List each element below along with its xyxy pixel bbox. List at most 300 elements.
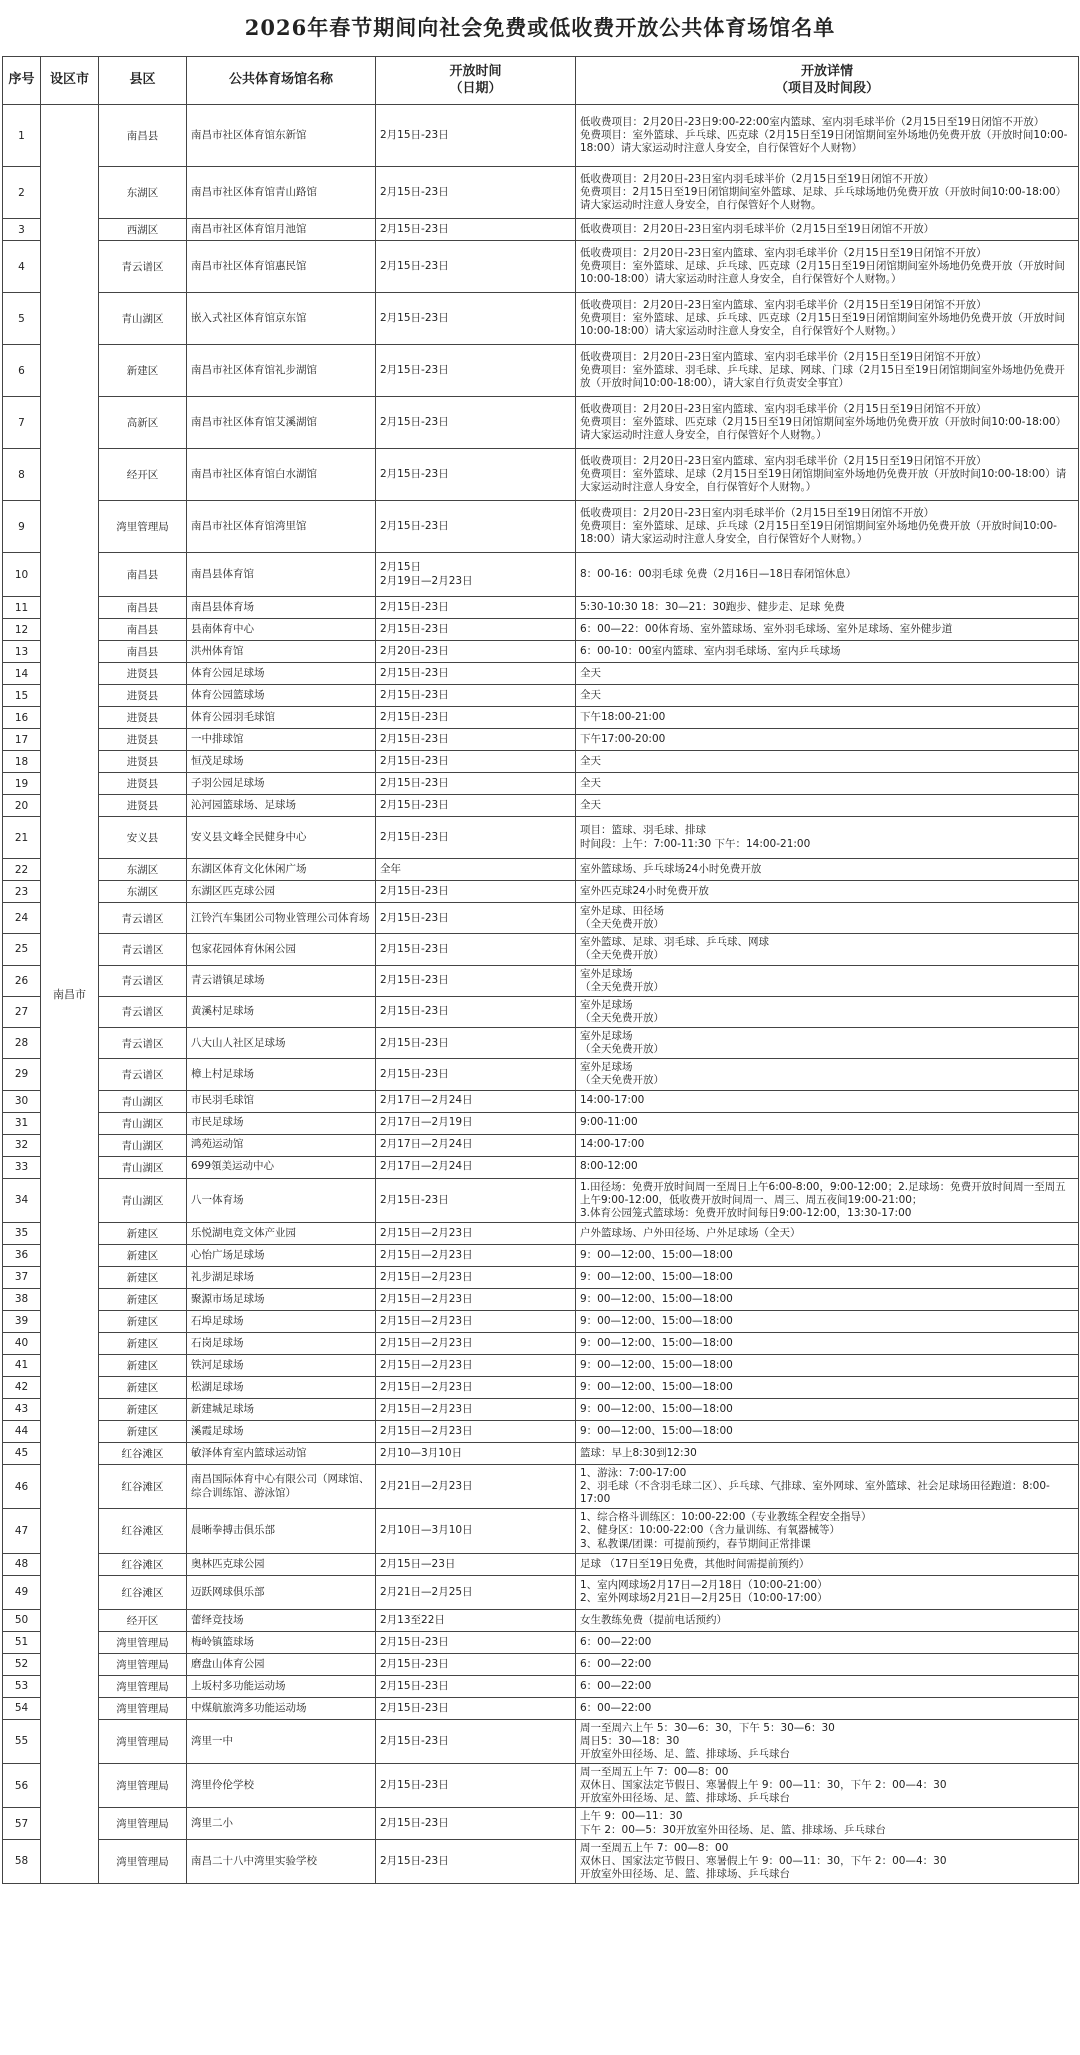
open-detail: 8:00-12:00 <box>576 1156 1079 1178</box>
header-county: 县区 <box>99 57 187 105</box>
table-row <box>3 1134 1079 1156</box>
row-number: 43 <box>3 1398 41 1420</box>
open-date: 2月15日—2月23日 <box>376 1354 576 1376</box>
venue-name: 市民羽毛球馆 <box>187 1090 376 1112</box>
county-cell: 南昌县 <box>99 619 187 641</box>
open-date: 2月17日—2月19日 <box>376 1112 576 1134</box>
table-row <box>3 903 1079 934</box>
open-detail: 周一至周五上午 7：00—8：00 双休日、国家法定节假日、寒暑假上午 9：00—11：30，下午 2：00—4：30 开放室外田径场、足、篮、排球场、乒乓球台 <box>576 1764 1079 1808</box>
venue-name: 松湖足球场 <box>187 1376 376 1398</box>
table-row <box>3 817 1079 859</box>
venue-name: 八大山人社区足球场 <box>187 1028 376 1059</box>
open-detail: 9：00—12:00、15:00—18:00 <box>576 1420 1079 1442</box>
open-detail: 户外篮球场、户外田径场、户外足球场（全天） <box>576 1222 1079 1244</box>
venue-name: 南昌县体育场 <box>187 597 376 619</box>
header-detail: 开放详情 （项目及时间段） <box>576 57 1079 105</box>
table-row <box>3 1059 1079 1090</box>
venue-name: 聚源市场足球场 <box>187 1288 376 1310</box>
venue-name: 新建城足球场 <box>187 1398 376 1420</box>
open-date: 全年 <box>376 859 576 881</box>
open-detail: 6：00—22:00 <box>576 1653 1079 1675</box>
county-cell: 湾里管理局 <box>99 1719 187 1763</box>
table-row <box>3 1509 1079 1553</box>
table-row <box>3 1839 1079 1883</box>
venue-name: 敏泽体育室内篮球运动馆 <box>187 1442 376 1464</box>
open-date: 2月15日-23日 <box>376 1059 576 1090</box>
open-detail: 低收费项目：2月20日-23日室内羽毛球半价（2月15日至19日闭馆不开放） <box>576 219 1079 241</box>
open-detail: 全天 <box>576 751 1079 773</box>
row-number: 51 <box>3 1631 41 1653</box>
open-detail: 9：00—12:00、15:00—18:00 <box>576 1266 1079 1288</box>
open-date: 2月15日—2月23日 <box>376 1398 576 1420</box>
open-detail: 低收费项目：2月20日-23日室内篮球、室内羽毛球半价（2月15日至19日闭馆不开放） 免费项目：室外篮球、匹克球（2月15日至19日闭馆期间室外场地仍免费开放（开放时间10:00-18:00）请大家运动时注意人身安全，自行保管好个人财物。） <box>576 397 1079 449</box>
open-date: 2月15日-23日 <box>376 707 576 729</box>
open-detail: 低收费项目：2月20日-23日室内篮球、室内羽毛球半价（2月15日至19日闭馆不开放） 免费项目：室外篮球、羽毛球、乒乓球、足球、网球、门球（2月15日至19日闭馆期间室外场地仍免费开放（开放时间10:00-18:00），请大家自行负责安全事宜） <box>576 345 1079 397</box>
open-date: 2月15日-23日 <box>376 773 576 795</box>
county-cell: 南昌县 <box>99 105 187 167</box>
table-row <box>3 1653 1079 1675</box>
open-date: 2月21日—2月23日 <box>376 1464 576 1508</box>
row-number: 37 <box>3 1266 41 1288</box>
open-detail: 低收费项目：2月20日-23日室内篮球、室内羽毛球半价（2月15日至19日闭馆不开放） 免费项目：室外篮球、足球、乒乓球、匹克球（2月15日至19日闭馆期间室外场地仍免费开放（开放时间10:00-18:00）请大家运动时注意人身安全，自行保管好个人财物。） <box>576 241 1079 293</box>
header-row <box>3 57 1079 105</box>
row-number: 57 <box>3 1808 41 1839</box>
open-detail: 低收费项目：2月20日-23日9:00-22:00室内篮球、室内羽毛球半价（2月15日至19日闭馆不开放） 免费项目：室外篮球、乒乓球、匹克球（2月15日至19日闭馆期间室外场地仍免费开放（开放时间10:00-18:00）请大家运动时注意人身安全，自行保管好个人财物） <box>576 105 1079 167</box>
venue-name: 石埠足球场 <box>187 1310 376 1332</box>
row-number: 54 <box>3 1697 41 1719</box>
open-date: 2月15日-23日 <box>376 1178 576 1222</box>
venue-name: 东湖区体育文化休闲广场 <box>187 859 376 881</box>
open-detail: 低收费项目：2月20日-23日室内篮球、室内羽毛球半价（2月15日至19日闭馆不开放） 免费项目：室外篮球、足球、乒乓球、匹克球（2月15日至19日闭馆期间室外场地仍免费开放（开放时间10:00-18:00）请大家运动时注意人身安全，自行保管好个人财物。） <box>576 293 1079 345</box>
table-row <box>3 773 1079 795</box>
row-number: 39 <box>3 1310 41 1332</box>
table-row <box>3 397 1079 449</box>
county-cell: 青云谱区 <box>99 934 187 965</box>
row-number: 1 <box>3 105 41 167</box>
county-cell: 青云谱区 <box>99 903 187 934</box>
county-cell: 青云谱区 <box>99 241 187 293</box>
county-cell: 湾里管理局 <box>99 1631 187 1653</box>
county-cell: 进贤县 <box>99 663 187 685</box>
open-date: 2月15日-23日 <box>376 167 576 219</box>
row-number: 22 <box>3 859 41 881</box>
venue-name: 体育公园篮球场 <box>187 685 376 707</box>
county-cell: 青山湖区 <box>99 1112 187 1134</box>
venue-name: 子羽公园足球场 <box>187 773 376 795</box>
county-cell: 南昌县 <box>99 641 187 663</box>
open-detail: 9：00—12:00、15:00—18:00 <box>576 1376 1079 1398</box>
county-cell: 青山湖区 <box>99 1178 187 1222</box>
venue-name: 一中排球馆 <box>187 729 376 751</box>
table-row <box>3 619 1079 641</box>
table-row <box>3 1442 1079 1464</box>
open-detail: 8：00-16：00羽毛球 免费（2月16日—18日春闭馆休息） <box>576 553 1079 597</box>
row-number: 31 <box>3 1112 41 1134</box>
county-cell: 新建区 <box>99 345 187 397</box>
venue-name: 黄溪村足球场 <box>187 996 376 1027</box>
table-row <box>3 553 1079 597</box>
table-row <box>3 859 1079 881</box>
venue-name: 奥林匹克球公园 <box>187 1553 376 1575</box>
open-detail: 9：00—12:00、15:00—18:00 <box>576 1398 1079 1420</box>
open-detail: 室外篮球场、乒乓球场24小时免费开放 <box>576 859 1079 881</box>
table-row <box>3 641 1079 663</box>
county-cell: 湾里管理局 <box>99 1653 187 1675</box>
open-detail: 14:00-17:00 <box>576 1134 1079 1156</box>
open-date: 2月15日-23日 <box>376 1028 576 1059</box>
open-date: 2月15日-23日 <box>376 241 576 293</box>
open-detail: 全天 <box>576 795 1079 817</box>
venue-name: 东湖区匹克球公园 <box>187 881 376 903</box>
open-date: 2月15日—2月23日 <box>376 1420 576 1442</box>
table-row <box>3 1675 1079 1697</box>
venue-name: 南昌二十八中湾里实验学校 <box>187 1839 376 1883</box>
venue-name: 湾里二小 <box>187 1808 376 1839</box>
table-row <box>3 1609 1079 1631</box>
table-row <box>3 1697 1079 1719</box>
row-number: 53 <box>3 1675 41 1697</box>
open-date: 2月15日-23日 <box>376 881 576 903</box>
open-detail: 室外足球场 （全天免费开放） <box>576 1028 1079 1059</box>
table-row <box>3 501 1079 553</box>
open-date: 2月15日-23日 <box>376 449 576 501</box>
open-detail: 上午 9：00—11：30 下午 2：00—5：30开放室外田径场、足、篮、排球场、乒乓球台 <box>576 1808 1079 1839</box>
open-date: 2月15日—2月23日 <box>376 1222 576 1244</box>
venue-name: 中煤航旅湾多功能运动场 <box>187 1697 376 1719</box>
venue-name: 鸿苑运动馆 <box>187 1134 376 1156</box>
county-cell: 新建区 <box>99 1288 187 1310</box>
row-number: 27 <box>3 996 41 1027</box>
page-title: 2026年春节期间向社会免费或低收费开放公共体育场馆名单 <box>244 15 836 40</box>
table-row <box>3 597 1079 619</box>
row-number: 45 <box>3 1442 41 1464</box>
row-number: 14 <box>3 663 41 685</box>
open-date: 2月15日-23日 <box>376 1839 576 1883</box>
row-number: 18 <box>3 751 41 773</box>
table-row <box>3 1288 1079 1310</box>
open-date: 2月15日-23日 <box>376 751 576 773</box>
open-detail: 1.田径场：免费开放时间周一至周日上午6:00-8:00，9:00-12:00；2.足球场：免费开放时间周一至周五上午9:00-12:00，低收费开放时间周一、周三、周五夜间19:00-21:00； 3.体育公园笼式篮球场：免费开放时间每日9:00-12:00，13:30-17:00 <box>576 1178 1079 1222</box>
county-cell: 青云谱区 <box>99 1028 187 1059</box>
venue-name: 洪州体育馆 <box>187 641 376 663</box>
open-detail: 1、综合格斗训练区：10:00-22:00（专业教练全程安全指导） 2、健身区：10:00-22:00（含力量训练、有氧器械等） 3、私教课/团课：可提前预约，春节期间正常排课 <box>576 1509 1079 1553</box>
open-date: 2月15日-23日 <box>376 729 576 751</box>
table-row <box>3 219 1079 241</box>
row-number: 13 <box>3 641 41 663</box>
open-detail: 14:00-17:00 <box>576 1090 1079 1112</box>
table-row <box>3 1090 1079 1112</box>
county-cell: 进贤县 <box>99 751 187 773</box>
county-cell: 南昌县 <box>99 553 187 597</box>
venue-name: 恒茂足球场 <box>187 751 376 773</box>
venue-name: 梅岭镇篮球场 <box>187 1631 376 1653</box>
county-cell: 东湖区 <box>99 167 187 219</box>
venue-name: 南昌市社区体育馆艾溪湖馆 <box>187 397 376 449</box>
open-date: 2月15日—23日 <box>376 1553 576 1575</box>
open-date: 2月15日-23日 <box>376 219 576 241</box>
county-cell: 南昌县 <box>99 597 187 619</box>
open-date: 2月17日—2月24日 <box>376 1090 576 1112</box>
row-number: 24 <box>3 903 41 934</box>
venue-name: 包家花园体育休闲公园 <box>187 934 376 965</box>
row-number: 4 <box>3 241 41 293</box>
table-row <box>3 707 1079 729</box>
table-row <box>3 1244 1079 1266</box>
venue-name: 沁河园篮球场、足球场 <box>187 795 376 817</box>
open-detail: 室外足球场 （全天免费开放） <box>576 996 1079 1027</box>
venue-name: 上坂村多功能运动场 <box>187 1675 376 1697</box>
open-detail: 9：00—12:00、15:00—18:00 <box>576 1288 1079 1310</box>
venue-name: 湾里伶伦学校 <box>187 1764 376 1808</box>
open-detail: 全天 <box>576 663 1079 685</box>
table-row <box>3 167 1079 219</box>
venue-name: 铁河足球场 <box>187 1354 376 1376</box>
venue-name: 磨盘山体育公园 <box>187 1653 376 1675</box>
table-row <box>3 1178 1079 1222</box>
table-row <box>3 1028 1079 1059</box>
row-number: 40 <box>3 1332 41 1354</box>
table-row <box>3 1808 1079 1839</box>
county-cell: 东湖区 <box>99 859 187 881</box>
table-row <box>3 241 1079 293</box>
open-date: 2月15日—2月23日 <box>376 1288 576 1310</box>
open-detail: 1、室内网球场2月17日—2月18日（10:00-21:00） 2、室外网球场2月21日—2月25日（10:00-17:00） <box>576 1575 1079 1609</box>
row-number: 55 <box>3 1719 41 1763</box>
open-date: 2月15日-23日 <box>376 501 576 553</box>
open-date: 2月15日-23日 <box>376 934 576 965</box>
row-number: 2 <box>3 167 41 219</box>
table-row <box>3 1631 1079 1653</box>
venue-name: 南昌市社区体育馆东新馆 <box>187 105 376 167</box>
table-row <box>3 663 1079 685</box>
county-cell: 新建区 <box>99 1222 187 1244</box>
venue-name: 县南体育中心 <box>187 619 376 641</box>
county-cell: 湾里管理局 <box>99 1697 187 1719</box>
row-number: 48 <box>3 1553 41 1575</box>
open-date: 2月15日-23日 <box>376 597 576 619</box>
row-number: 20 <box>3 795 41 817</box>
open-detail: 6：00—22:00 <box>576 1675 1079 1697</box>
row-number: 32 <box>3 1134 41 1156</box>
row-number: 38 <box>3 1288 41 1310</box>
open-date: 2月15日—2月23日 <box>376 1332 576 1354</box>
table-row <box>3 1575 1079 1609</box>
county-cell: 进贤县 <box>99 729 187 751</box>
open-date: 2月15日-23日 <box>376 795 576 817</box>
venue-name: 乐悦湖电竞文体产业园 <box>187 1222 376 1244</box>
open-date: 2月15日—2月23日 <box>376 1376 576 1398</box>
row-number: 8 <box>3 449 41 501</box>
table-row <box>3 1464 1079 1508</box>
table-row <box>3 751 1079 773</box>
row-number: 11 <box>3 597 41 619</box>
open-detail: 女生教练免费（提前电话预约） <box>576 1609 1079 1631</box>
table-row <box>3 685 1079 707</box>
county-cell: 青云谱区 <box>99 996 187 1027</box>
header-no: 序号 <box>3 57 41 105</box>
venue-name: 晨晰拳搏击俱乐部 <box>187 1509 376 1553</box>
header-date: 开放时间 （日期） <box>376 57 576 105</box>
open-date: 2月15日—2月23日 <box>376 1310 576 1332</box>
county-cell: 青山湖区 <box>99 1090 187 1112</box>
open-detail: 1、游泳：7:00-17:00 2、羽毛球（不含羽毛球二区）、乒乓球、气排球、室外网球、室外篮球、社会足球场田径跑道：8:00-17:00 <box>576 1464 1079 1508</box>
open-date: 2月15日-23日 <box>376 397 576 449</box>
row-number: 7 <box>3 397 41 449</box>
row-number: 9 <box>3 501 41 553</box>
open-detail: 低收费项目：2月20日-23日室内篮球、室内羽毛球半价（2月15日至19日闭馆不开放） 免费项目：室外篮球、足球（2月15日至19日闭馆期间室外场地仍免费开放（开放时间10:00-18:00）请大家运动时注意人身安全，自行保管好个人财物。） <box>576 449 1079 501</box>
row-number: 33 <box>3 1156 41 1178</box>
row-number: 5 <box>3 293 41 345</box>
open-detail: 篮球：早上8:30到12:30 <box>576 1442 1079 1464</box>
row-number: 42 <box>3 1376 41 1398</box>
table-row <box>3 345 1079 397</box>
open-date: 2月15日-23日 <box>376 685 576 707</box>
table-row <box>3 1354 1079 1376</box>
row-number: 17 <box>3 729 41 751</box>
row-number: 49 <box>3 1575 41 1609</box>
open-detail: 室外篮球、足球、羽毛球、乒乓球、网球 （全天免费开放） <box>576 934 1079 965</box>
open-detail: 室外匹克球24小时免费开放 <box>576 881 1079 903</box>
table-row <box>3 996 1079 1027</box>
open-date: 2月15日 2月19日—2月23日 <box>376 553 576 597</box>
row-number: 25 <box>3 934 41 965</box>
row-number: 15 <box>3 685 41 707</box>
county-cell: 新建区 <box>99 1266 187 1288</box>
open-detail: 周一至周五上午 7：00—8：00 双休日、国家法定节假日、寒暑假上午 9：00—11：30，下午 2：00—4：30 开放室外田径场、足、篮、排球场、乒乓球台 <box>576 1839 1079 1883</box>
county-cell: 新建区 <box>99 1332 187 1354</box>
table-row <box>3 1310 1079 1332</box>
row-number: 21 <box>3 817 41 859</box>
venue-name: 南昌国际体育中心有限公司（网球馆、综合训练馆、游泳馆） <box>187 1464 376 1508</box>
county-cell: 红谷滩区 <box>99 1553 187 1575</box>
row-number: 35 <box>3 1222 41 1244</box>
venue-name: 体育公园羽毛球馆 <box>187 707 376 729</box>
open-date: 2月15日—2月23日 <box>376 1266 576 1288</box>
open-detail: 低收费项目：2月20日-23日室内羽毛球半价（2月15日至19日闭馆不开放） 免费项目：2月15日至19日闭馆期间室外篮球、足球、乒乓球场地仍免费开放（开放时间10:00-18:00）请大家运动时注意人身安全，自行保管好个人财物。 <box>576 167 1079 219</box>
table-row <box>3 293 1079 345</box>
open-date: 2月10—3月10日 <box>376 1442 576 1464</box>
open-detail: 周一至周六上午 5：30—6：30，下午 5：30—6：30 周日5：30—18：30 开放室外田径场、足、篮、排球场、乒乓球台 <box>576 1719 1079 1763</box>
row-number: 36 <box>3 1244 41 1266</box>
open-detail: 6：00—22:00 <box>576 1697 1079 1719</box>
venue-name: 南昌市社区体育馆青山路馆 <box>187 167 376 219</box>
venue-name: 江铃汽车集团公司物业管理公司体育场 <box>187 903 376 934</box>
open-detail: 项目：篮球、羽毛球、排球 时间段：上午：7:00-11:30 下午：14:00-21:00 <box>576 817 1079 859</box>
open-date: 2月15日-23日 <box>376 1719 576 1763</box>
open-date: 2月15日-23日 <box>376 996 576 1027</box>
table-row <box>3 105 1079 167</box>
city-cell: 南昌市 <box>41 105 99 1884</box>
open-date: 2月21日—2月25日 <box>376 1575 576 1609</box>
county-cell: 红谷滩区 <box>99 1509 187 1553</box>
venue-name: 樟上村足球场 <box>187 1059 376 1090</box>
county-cell: 青云谱区 <box>99 965 187 996</box>
open-date: 2月15日-23日 <box>376 1653 576 1675</box>
row-number: 6 <box>3 345 41 397</box>
row-number: 50 <box>3 1609 41 1631</box>
venue-name: 溪霞足球场 <box>187 1420 376 1442</box>
open-detail: 室外足球场 （全天免费开放） <box>576 1059 1079 1090</box>
row-number: 28 <box>3 1028 41 1059</box>
venue-name: 青云谱镇足球场 <box>187 965 376 996</box>
county-cell: 湾里管理局 <box>99 501 187 553</box>
open-detail: 6：00-10：00室内篮球、室内羽毛球场、室内乒乓球场 <box>576 641 1079 663</box>
open-date: 2月15日-23日 <box>376 903 576 934</box>
table-row <box>3 934 1079 965</box>
venue-name: 南昌市社区体育馆白水湖馆 <box>187 449 376 501</box>
open-detail: 下午18:00-21:00 <box>576 707 1079 729</box>
row-number: 44 <box>3 1420 41 1442</box>
open-date: 2月15日-23日 <box>376 105 576 167</box>
table-row <box>3 1156 1079 1178</box>
open-date: 2月15日-23日 <box>376 1764 576 1808</box>
open-date: 2月15日-23日 <box>376 1697 576 1719</box>
open-detail: 9：00—12:00、15:00—18:00 <box>576 1310 1079 1332</box>
row-number: 58 <box>3 1839 41 1883</box>
venue-name: 八一体育场 <box>187 1178 376 1222</box>
county-cell: 进贤县 <box>99 707 187 729</box>
venue-name: 南昌市社区体育馆月池馆 <box>187 219 376 241</box>
table-row <box>3 449 1079 501</box>
open-date: 2月17日—2月24日 <box>376 1134 576 1156</box>
open-detail: 5:30-10:30 18：30—21：30跑步、健步走、足球 免费 <box>576 597 1079 619</box>
venue-name: 迈跃网球俱乐部 <box>187 1575 376 1609</box>
table-row <box>3 881 1079 903</box>
row-number: 56 <box>3 1764 41 1808</box>
table-row <box>3 1376 1079 1398</box>
open-detail: 9：00—12:00、15:00—18:00 <box>576 1332 1079 1354</box>
table-row <box>3 1266 1079 1288</box>
table-row <box>3 729 1079 751</box>
open-date: 2月15日-23日 <box>376 1808 576 1839</box>
county-cell: 新建区 <box>99 1354 187 1376</box>
venue-table <box>2 56 1079 1884</box>
county-cell: 东湖区 <box>99 881 187 903</box>
venue-name: 湾里一中 <box>187 1719 376 1763</box>
county-cell: 经开区 <box>99 449 187 501</box>
county-cell: 湾里管理局 <box>99 1675 187 1697</box>
venue-name: 市民足球场 <box>187 1112 376 1134</box>
venue-name: 南昌市社区体育馆湾里馆 <box>187 501 376 553</box>
venue-name: 南昌市社区体育馆惠民馆 <box>187 241 376 293</box>
county-cell: 红谷滩区 <box>99 1464 187 1508</box>
open-date: 2月15日-23日 <box>376 663 576 685</box>
header-city: 设区市 <box>41 57 99 105</box>
county-cell: 红谷滩区 <box>99 1575 187 1609</box>
open-date: 2月17日—2月24日 <box>376 1156 576 1178</box>
table-row <box>3 1553 1079 1575</box>
open-detail: 低收费项目：2月20日-23日室内羽毛球半价（2月15日至19日闭馆不开放） 免费项目：室外篮球、足球、乒乓球（2月15日至19日闭馆期间室外场地仍免费开放（开放时间10:00-18:00）请大家运动时注意人身安全，自行保管好个人财物。） <box>576 501 1079 553</box>
table-row <box>3 1719 1079 1763</box>
row-number: 41 <box>3 1354 41 1376</box>
open-detail: 9：00—12:00、15:00—18:00 <box>576 1354 1079 1376</box>
venue-name: 体育公园足球场 <box>187 663 376 685</box>
open-date: 2月15日—2月23日 <box>376 1244 576 1266</box>
county-cell: 青山湖区 <box>99 1134 187 1156</box>
table-row <box>3 1764 1079 1808</box>
open-date: 2月13至22日 <box>376 1609 576 1631</box>
county-cell: 青山湖区 <box>99 1156 187 1178</box>
county-cell: 进贤县 <box>99 773 187 795</box>
row-number: 26 <box>3 965 41 996</box>
county-cell: 新建区 <box>99 1376 187 1398</box>
venue-name: 南昌市社区体育馆礼步湖馆 <box>187 345 376 397</box>
county-cell: 进贤县 <box>99 685 187 707</box>
table-row <box>3 965 1079 996</box>
county-cell: 湾里管理局 <box>99 1808 187 1839</box>
table-row <box>3 1332 1079 1354</box>
county-cell: 新建区 <box>99 1310 187 1332</box>
